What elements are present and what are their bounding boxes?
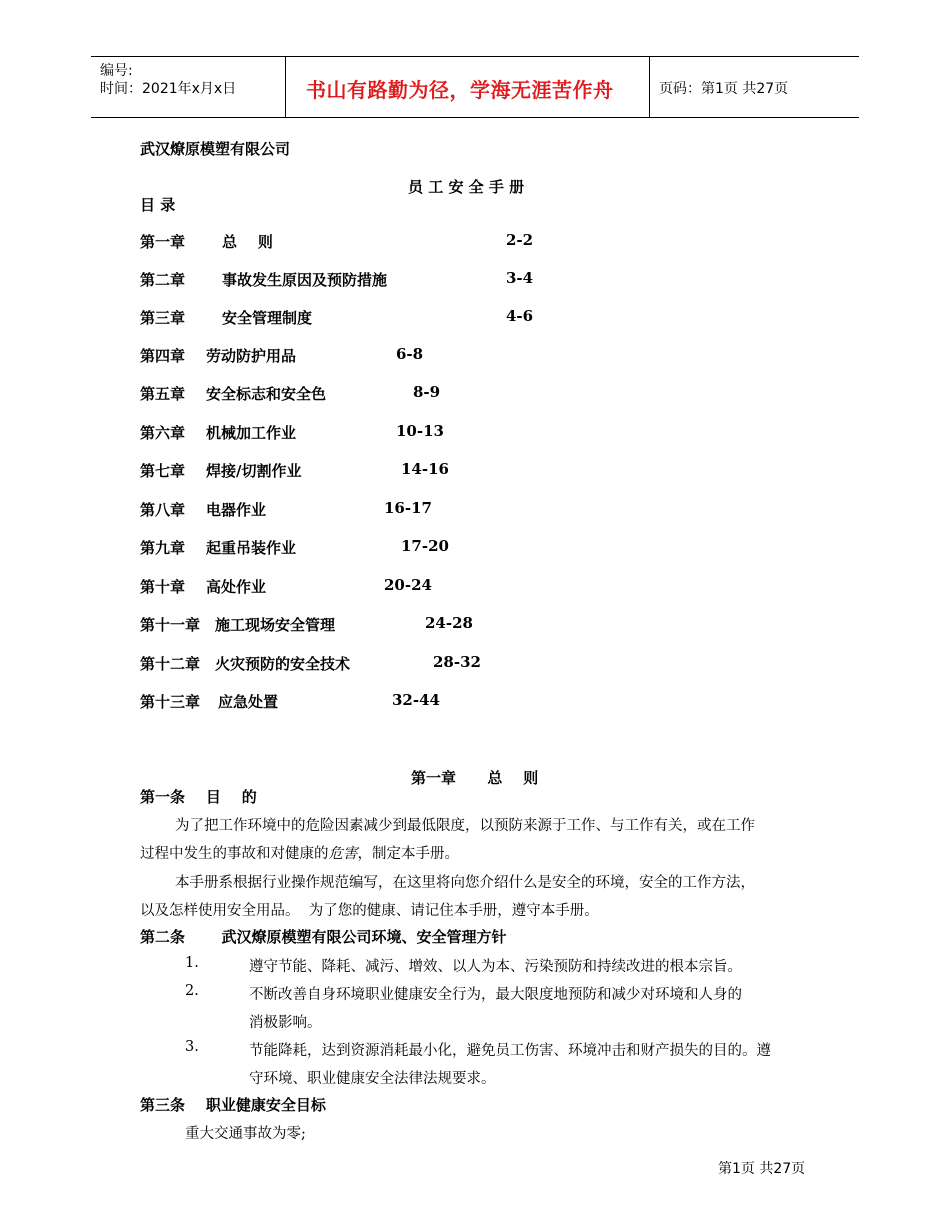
toc-pages: 8-9 [413,383,441,401]
paragraph-text: 过程中发生的事故和对健康的 [140,846,329,862]
toc-chapter: 第十二章 [140,655,201,673]
toc-pages: 14-16 [401,460,449,478]
article-2-title: 第二条 武汉燎原模塑有限公司环境、安全管理方针 [140,928,507,946]
header-divider [285,57,286,117]
toc-title: 机械加工作业 [206,424,297,442]
toc-pages: 3-4 [506,269,534,287]
toc-pages: 10-13 [396,422,444,440]
toc-chapter: 第一章 [140,233,186,251]
toc-chapter: 第四章 [140,347,186,365]
paragraph-line: 以及怎样使用安全用品。 为了您的健康、请记住本手册，遵守本手册。 [140,903,599,919]
footer-page-label: 第1页 共27页 [718,1161,806,1177]
toc-chapter: 第五章 [140,385,186,403]
toc-chapter: 第十一章 [140,616,201,634]
header-code-label: 编号: [100,63,133,79]
toc-pages: 28-32 [433,653,481,671]
toc-title: 事故发生原因及预防措施 [222,271,388,289]
toc-chapter: 第六章 [140,424,186,442]
toc-chapter: 第十三章 [140,693,201,711]
toc-title: 高处作业 [206,578,267,596]
header-time-label: 时间：2021年x月x日 [100,81,237,97]
paragraph-line: 为了把工作环境中的危险因素减少到最低限度，以预防来源于工作、与工作有关，或在工作 [175,818,755,834]
toc-title: 劳动防护用品 [206,347,297,365]
header-page-label: 页码：第1页 共27页 [659,81,789,97]
toc-title: 焊接/切割作业 [206,462,302,480]
toc-chapter: 第二章 [140,271,186,289]
toc-chapter: 第三章 [140,309,186,327]
toc-title: 应急处置 [218,693,279,711]
list-item-text: 守环境、职业健康安全法律法规要求。 [249,1071,496,1087]
toc-title: 总 则 [222,233,273,251]
toc-title: 电器作业 [206,501,267,519]
manual-title: 员 工 安 全 手 册 [408,178,525,196]
chapter-heading: 第一章 总 则 [411,769,539,787]
toc-chapter: 第七章 [140,462,186,480]
list-item-text: 消极影响。 [249,1015,322,1031]
toc-pages: 2-2 [506,231,534,249]
toc-pages: 4-6 [506,307,534,325]
toc-pages: 16-17 [384,499,432,517]
list-item-text: 节能降耗，达到资源消耗最小化，避免员工伤害、环境冲击和财产损失的目的。遵 [249,1043,771,1059]
toc-title: 火灾预防的安全技术 [215,655,351,673]
toc-chapter: 第九章 [140,539,186,557]
header-divider [649,57,650,117]
toc-chapter: 第八章 [140,501,186,519]
toc-pages: 20-24 [384,576,432,594]
list-item-number: 2. [185,983,199,999]
toc-title: 起重吊装作业 [206,539,297,557]
paragraph-line: 本手册系根据行业操作规范编写，在这里将向您介绍什么是安全的环境，安全的工作方法， [175,875,755,891]
toc-title: 安全管理制度 [222,309,313,327]
list-item-number: 1. [185,955,199,971]
list-item-text: 不断改善自身环境职业健康安全行为，最大限度地预防和减少对环境和人身的 [249,987,742,1003]
toc-title: 安全标志和安全色 [206,385,327,403]
toc-heading: 目 录 [140,196,176,214]
paragraph-text: ，制定本手册。 [357,846,459,862]
toc-title: 施工现场安全管理 [215,616,336,634]
toc-pages: 32-44 [392,691,440,709]
list-item-text: 遵守节能、降耗、减污、增效、以人为本、污染预防和持续改进的根本宗旨。 [249,959,742,975]
paragraph-line: 重大交通事故为零; [185,1126,306,1142]
list-item-number: 3. [185,1039,199,1055]
toc-pages: 17-20 [401,537,449,555]
paragraph-line [140,842,459,863]
company-name: 武汉燎原模塑有限公司 [140,140,291,158]
article-1-title: 第一条 目 的 [140,788,257,806]
toc-chapter: 第十章 [140,578,186,596]
toc-pages: 24-28 [425,614,473,632]
header-motto: 书山有路勤为径，学海无涯苦作舟 [306,78,614,102]
paragraph-text-italic: 危害 [328,846,358,862]
article-3-title: 第三条 职业健康安全目标 [140,1096,326,1114]
toc-pages: 6-8 [396,345,424,363]
